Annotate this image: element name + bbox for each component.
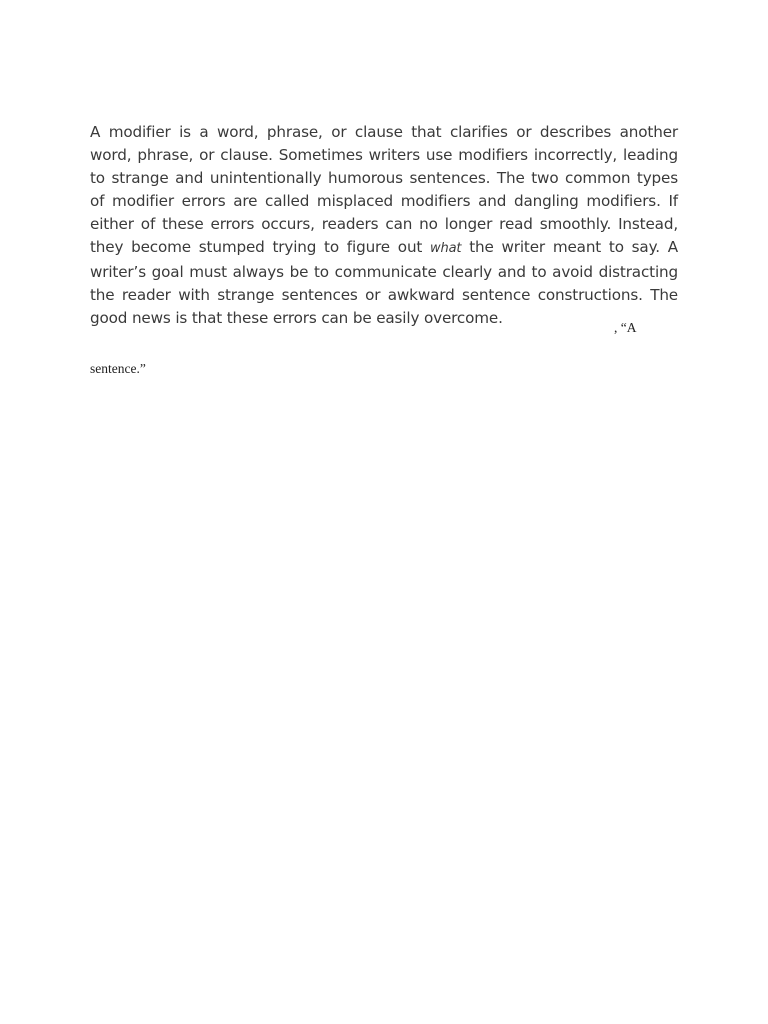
paragraph-emphasis: what <box>430 241 462 257</box>
body-paragraph <box>90 121 678 330</box>
quote-fragment-close: sentence.” <box>90 361 146 376</box>
paragraph-text-part2: the writer meant to say. A writer’s goal must always be to communicate clearly and to avoid distracting the reader with strange sentences or awkward sentence constructions. The good news is that these errors can be easily overcome. <box>90 238 678 327</box>
quote-fragment-open: , “A <box>614 320 637 335</box>
paragraph-text-part1: A modifier is a word, phrase, or clause that clarifies or describes another word, phrase, or clause. Sometimes writers use modifiers incorrectly, leading to strange and unintentionally humorous sentences. The two common types of modifier errors are called misplaced modifiers and dangling modifiers. If either of these errors occurs, readers can no longer read smoothly. Instead, they become stumped trying to figure out <box>90 123 678 257</box>
